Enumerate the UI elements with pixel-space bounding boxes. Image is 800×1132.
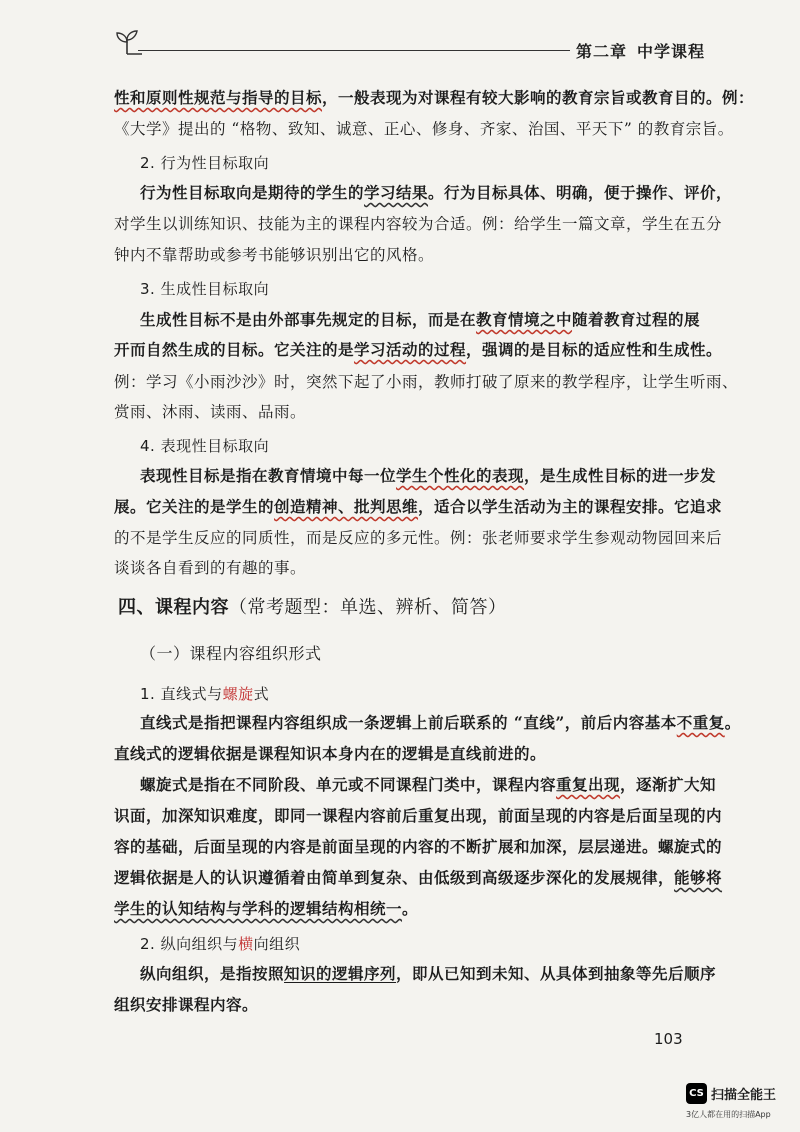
text-line: 螺旋式是指在不同阶段、单元或不同课程门类中，课程内容重复出现，逐渐扩大知 — [140, 775, 717, 794]
header-rule — [138, 50, 570, 51]
text-line: 行为性目标取向是期待的学生的学习结果。行为目标具体、明确，便于操作、评价， — [140, 183, 733, 202]
text-line: 例：学习《小雨沙沙》时，突然下起了小雨，教师打破了原来的教学程序，让学生听雨、 — [114, 373, 739, 391]
text-line: 展。它关注的是学生的创造精神、批判思维，适合以学生活动为主的课程安排。它追求 — [114, 497, 723, 516]
text-line: 直线式的逻辑依据是课程知识本身内在的逻辑是直线前进的。 — [114, 744, 547, 763]
text-line: 表现性目标是指在教育情境中每一位学生个性化的表现，是生成性目标的进一步发 — [140, 466, 717, 485]
watermark-subtitle: 3亿人都在用的扫描App — [686, 1110, 771, 1119]
heading-expressive: 4. 表现性目标取向 — [140, 437, 270, 455]
heading-vertical-horizontal: 2. 纵向组织与横向组织 — [140, 935, 301, 953]
text-line: 容的基础，后面呈现的内容是前面呈现的内容的不断扩展和加深，层层递进。螺旋式的 — [114, 837, 723, 856]
text-line: 识面，加深知识难度，即同一课程内容前后重复出现，前面呈现的内容是后面呈现的内 — [114, 806, 723, 825]
text-line: 赏雨、沐雨、读雨、品雨。 — [114, 403, 307, 421]
text-line: 开而自然生成的目标。它关注的是学习活动的过程，强调的是目标的适应性和生成性。 — [114, 340, 723, 359]
text-line: 直线式是指把课程内容组织成一条逻辑上前后联系的 “直线”，前后内容基本不重复。 — [140, 713, 741, 732]
text-line: 纵向组织，是指按照知识的逻辑序列，即从已知到未知、从具体到抽象等先后顺序 — [140, 964, 717, 983]
subsection-heading: （一）课程内容组织形式 — [140, 644, 322, 663]
watermark-title: 扫描全能王 — [711, 1088, 777, 1103]
heading-behavioral: 2. 行为性目标取向 — [140, 154, 270, 172]
text-line: 学生的认知结构与学科的逻辑结构相统一。 — [114, 899, 419, 918]
running-header — [576, 39, 705, 62]
section-label: 中学课程 — [637, 42, 706, 61]
text-line: 的不是学生反应的同质性，而是反应的多元性。例：张老师要求学生参观动物园回来后 — [114, 529, 723, 547]
text-line: 《大学》提出的 “格物、致知、诚意、正心、修身、齐家、治国、平天下” 的教育宗旨。 — [114, 120, 734, 138]
text-line: 组织安排课程内容。 — [114, 995, 259, 1014]
sprout-icon — [112, 26, 142, 56]
heading-generative: 3. 生成性目标取向 — [140, 280, 270, 298]
chapter-label: 第二章 — [576, 42, 628, 61]
camscanner-logo-icon: CS — [686, 1083, 707, 1104]
text-line: 生成性目标不是由外部事先规定的目标，而是在教育情境之中随着教育过程的展 — [140, 310, 701, 329]
section-heading-course-content: 四、课程内容（常考题型：单选、辨析、简答） — [118, 597, 507, 618]
heading-linear-spiral: 1. 直线式与螺旋式 — [140, 685, 270, 703]
text-line: 对学生以训练知识、技能为主的课程内容较为合适。例：给学生一篇文章，学生在五分 — [114, 215, 723, 233]
page-number: 103 — [654, 1030, 683, 1048]
text-line: 谈谈各自看到的有趣的事。 — [114, 559, 307, 577]
text-line: 逻辑依据是人的认识遵循着由简单到复杂、由低级到高级逐步深化的发展规律，能够将 — [114, 868, 723, 887]
text-line: 性和原则性规范与指导的目标，一般表现为对课程有较大影响的教育宗旨或教育目的。例： — [114, 88, 755, 107]
text-line: 钟内不靠帮助或参考书能够识别出它的风格。 — [114, 246, 435, 264]
